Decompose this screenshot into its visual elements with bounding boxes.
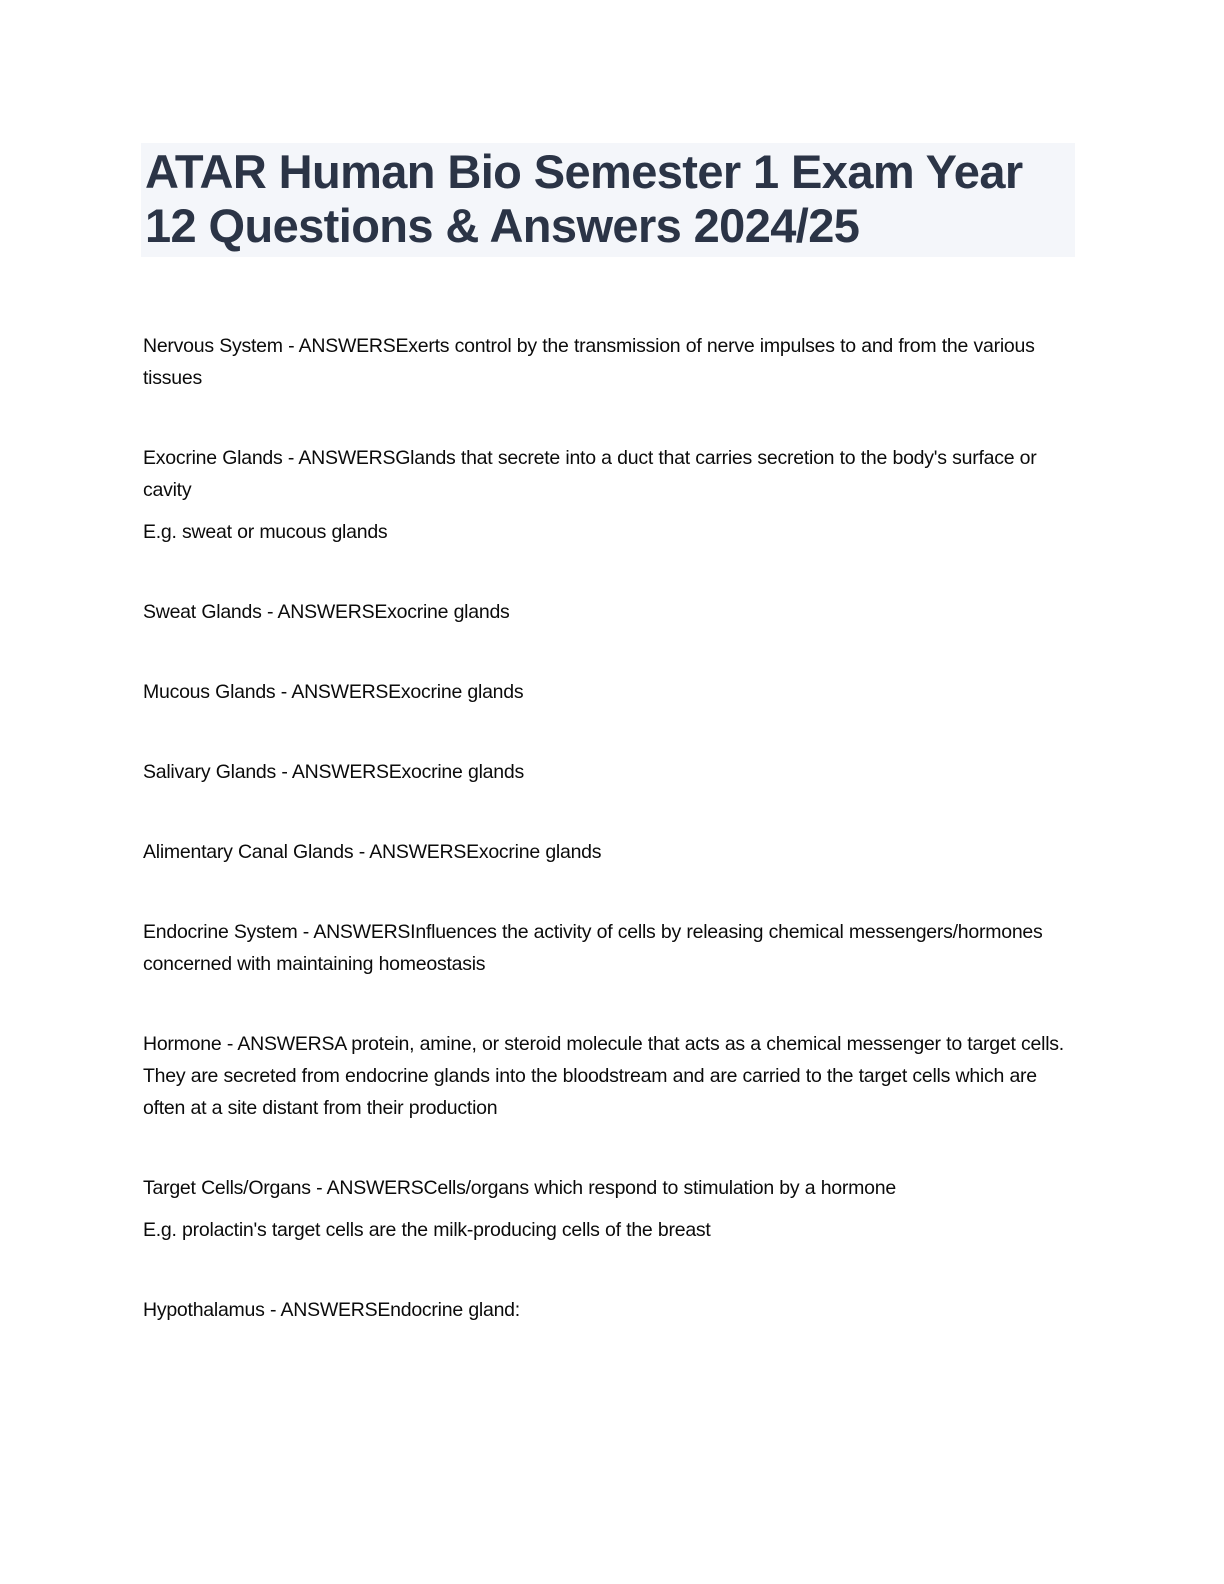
qa-paragraph: E.g. prolactin's target cells are the milk-producing cells of the breast — [143, 1219, 711, 1241]
qa-paragraph: Nervous System - ANSWERSExerts control by the transmission of nerve impulses to and from the various tissues — [143, 335, 1035, 389]
qa-paragraph: Exocrine Glands - ANSWERSGlands that secrete into a duct that carries secretion to the body's surface or cavity — [143, 447, 1037, 501]
qa-paragraph: Hypothalamus - ANSWERSEndocrine gland: — [143, 1299, 520, 1321]
qa-block-mucous-glands — [143, 676, 1075, 708]
document-body — [143, 330, 1075, 1326]
qa-block-nervous-system — [143, 330, 1075, 394]
qa-block-hypothalamus — [143, 1294, 1075, 1326]
qa-paragraph: Alimentary Canal Glands - ANSWERSExocrine glands — [143, 841, 602, 863]
qa-paragraph: Endocrine System - ANSWERSInfluences the activity of cells by releasing chemical messengers/hormones concerned with maintaining homeostasis — [143, 921, 1043, 975]
qa-paragraph: Hormone - ANSWERSA protein, amine, or steroid molecule that acts as a chemical messenger to target cells. They are secreted from endocrine glands into the bloodstream and are carried to the target cells which are often at a site distant from their production — [143, 1033, 1064, 1119]
qa-block-endocrine-system — [143, 916, 1075, 980]
qa-paragraph: Salivary Glands - ANSWERSExocrine glands — [143, 761, 524, 783]
qa-paragraph: E.g. sweat or mucous glands — [143, 521, 388, 543]
qa-block-exocrine-glands — [143, 442, 1075, 548]
page-title: ATAR Human Bio Semester 1 Exam Year 12 Questions & Answers 2024/25 — [145, 145, 1036, 252]
qa-paragraph: Sweat Glands - ANSWERSExocrine glands — [143, 601, 510, 623]
qa-block-target-cells-organs — [143, 1172, 1075, 1246]
qa-block-alimentary-canal-glands — [143, 836, 1075, 868]
qa-block-sweat-glands — [143, 596, 1075, 628]
qa-paragraph: Target Cells/Organs - ANSWERSCells/organs which respond to stimulation by a hormone — [143, 1177, 896, 1199]
qa-block-salivary-glands — [143, 756, 1075, 788]
document-title-band — [141, 143, 1075, 257]
qa-block-hormone — [143, 1028, 1075, 1124]
qa-paragraph: Mucous Glands - ANSWERSExocrine glands — [143, 681, 524, 703]
